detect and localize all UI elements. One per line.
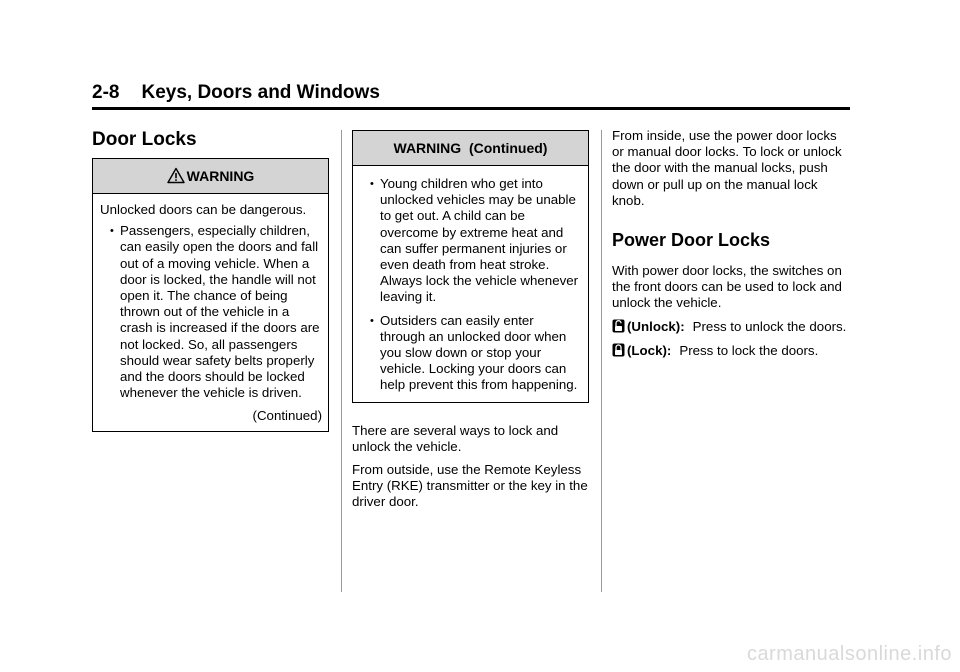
paragraph-outside: From outside, use the Remote Keyless Entry (RKE) transmitter or the key in the driver door. [352,462,588,510]
subsection-title-power-door-locks: Power Door Locks [612,230,771,251]
warning-header-continued [353,131,588,166]
lock-icon [612,343,625,357]
column-divider-1 [341,130,342,592]
warning-body-continued [353,166,588,402]
bullet-dot-icon: • [110,225,114,238]
header-rule [92,107,850,110]
unlock-label: (Unlock): [627,318,685,334]
warning-bullet-text: Outsiders can easily enter through an unlocked door when you slow down or stop your vehicle. Locking your doors can help prevent this from happening. [380,312,578,393]
warning-box-continued [352,130,589,403]
unlock-description [612,319,850,335]
paragraph-power-locks: With power door locks, the switches on the front doors can be used to lock and unlock the vehicle. [612,263,842,311]
header-title [92,80,850,106]
paragraph-lock-ways: There are several ways to lock and unlock the vehicle. [352,422,559,454]
bullet-dot-icon: • [370,178,374,190]
warning-body [93,194,328,431]
chapter-title: Keys, Doors and Windows [141,82,380,103]
unlock-text: Press to unlock the doors. [692,318,847,334]
bullet-dot-icon: • [370,314,374,327]
lock-description [612,343,850,359]
warning-intro: Unlocked doors can be dangerous. [100,202,307,217]
watermark: carmanualsonline.info [746,643,952,665]
warning-title: WARNING [186,168,255,184]
column-1 [92,128,329,432]
column-divider-2 [601,130,602,592]
warning-bullet [360,176,581,306]
column-3 [612,128,850,367]
warning-triangle-icon [167,167,185,184]
section-title-door-locks: Door Locks [92,129,197,150]
unlock-icon [612,319,625,333]
warning-bullet [100,223,321,401]
column-2 [352,128,589,518]
lock-text: Press to lock the doors. [679,342,819,358]
continued-label: (Continued) [252,408,322,424]
page-number: 2-8 [92,82,120,103]
warning-bullet-text: Passengers, especially children, can easily open the doors and fall out of a moving vehicle. When a door is locked, the handle will not open it. The chance of being thrown out of the vehicle in a crash is increased if the doors are not locked. So, all passengers should wear safety belts properly and the doors should be locked whenever the vehicle is driven. [120,223,320,401]
warning-bullet [360,313,581,394]
lock-label: (Lock): [627,342,672,358]
page-header [92,80,850,110]
warning-continued-title: WARNING (Continued) [393,140,548,156]
warning-header [93,159,328,194]
warning-bullet-text: Young children who get into unlocked vehicles may be unable to get out. A child can be overcome by extreme heat and can suffer permanent injuries or even death from heat stroke. Always lock the vehicle whenever leaving it. [380,176,579,305]
paragraph-inside: From inside, use the power door locks or manual door locks. To lock or unlock the door with the manual locks, push down or pull up on the manual lock knob. [612,128,842,208]
warning-box [92,158,329,432]
